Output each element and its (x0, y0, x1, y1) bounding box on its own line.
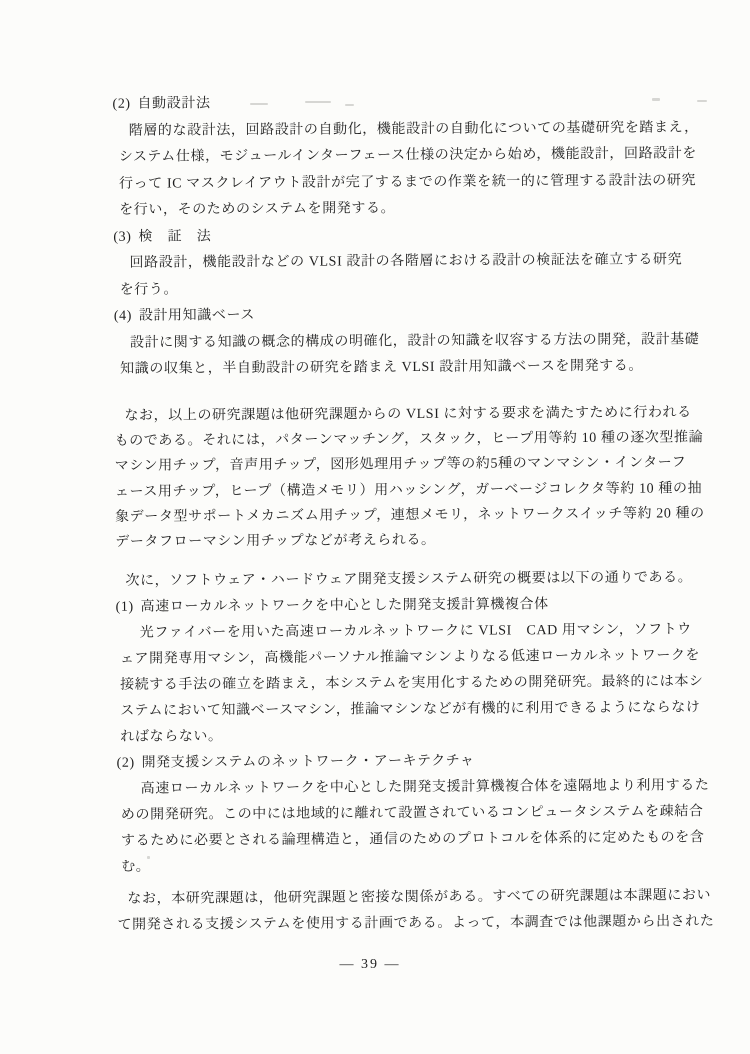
text-line: 知識の収集と，半自動設計の研究を踏まえ VLSI 設計用知識ベースを開発する。 (120, 358, 643, 377)
text-line: マシン用チップ，音声用チップ，図形処理用チップ等の約5種のマンマシン・インターフ (114, 455, 687, 475)
item-number: (1) (115, 599, 134, 615)
text-line: 階層的な設計法，回路設計の自動化，機能設計の自動化についての基礎研究を踏まえ， (128, 119, 699, 139)
text-line: を行う。 (119, 281, 179, 298)
text-line: ステムにおいて知識ベースマシン，推論マシンなどが有機的に利用できるようにならなけ (120, 700, 701, 719)
item-number: (3) (113, 229, 132, 245)
text-line: て開発される支援システムを使用する計画である。よって，本調査では他課題から出された (117, 914, 715, 933)
list-item-heading-verification (113, 221, 713, 251)
section-support-system (115, 565, 717, 881)
text-line: 次に，ソフトウェア・ハードウェア開発支援システム研究の概要は以下の通りである。 (125, 570, 693, 589)
text-line: を行い，そのためのシステムを開発する。 (119, 201, 396, 218)
item-title: 高速ローカルネットワークを中心とした開発支援計算機複合体 (140, 597, 549, 615)
scan-artifact (345, 104, 354, 106)
item-number: (4) (113, 308, 132, 324)
item-title: 自動設計法 (137, 96, 211, 112)
text-line: なお，本研究課題は，他研究課題と密接な関係がある。すべての研究課題は本課題におい (127, 888, 712, 907)
item-number: (2) (112, 96, 131, 112)
text-line: なお，以上の研究課題は他研究課題からの VLSI に対する要求を満たすために行われる (124, 404, 692, 424)
text-line: ェア開発専用マシン，高機能パーソナル推論マシンよりなる低速ローカルネットワークを (119, 648, 701, 667)
text-line: ればならない。 (120, 729, 223, 745)
list-item-heading-local-network (116, 591, 716, 621)
text-line: む。 (121, 859, 151, 875)
scan-artifact (652, 98, 660, 101)
section-design-methods (112, 88, 714, 383)
paragraph-relation-to-other-topics (117, 883, 717, 939)
document-text (112, 88, 717, 938)
scan-artifact (697, 100, 707, 102)
list-item-heading-auto-design (112, 88, 712, 118)
text-line: 行って IC マスクレイアウト設計が完了するまでの作業を統一的に管理する設計法の研究 (118, 172, 697, 192)
text-line: ェース用チップ，ヒープ（構造メモリ）用ハッシング，ガーベージコレクタ等約 10 種の抽 (114, 480, 703, 500)
text-line: めの開発研究。この中には地域的に離れて設置されているコンピュータシステムを疎結合 (120, 804, 704, 823)
text-line: 設計に関する知識の概念的構成の明確化，設計の知識を収容する方法の開発，設計基礎 (129, 331, 700, 351)
text-line: 回路設計，機能設計などの VLSI 設計の各階層における設計の検証法を確立する研究 (129, 252, 683, 271)
text-line: データフローマシン用チップなどが考えられる。 (115, 533, 436, 551)
text-line: システム仕様，モジュールインターフェース仕様の決定から始め，機能設計，回路設計を (118, 146, 698, 165)
text-line: するために必要とされる論理構造と，通信のためのプロトコルを体系的に定めたものを含 (120, 830, 705, 849)
item-title: 開発支援システムのネットワーク・アーキテクチャ (141, 753, 475, 771)
text-line: 光ファイバーを用いた高速ローカルネットワークに VLSI CAD 用マシン，ソフトウ (139, 622, 692, 641)
page-number: — 39 — (339, 957, 401, 972)
list-item-heading-knowledge-base (114, 300, 714, 330)
list-item-heading-network-architecture (116, 747, 716, 777)
scan-artifact (305, 101, 331, 103)
text-line: 高速ローカルネットワークを中心とした開発支援計算機複合体を遠隔地より利用するた (140, 778, 710, 797)
text-line: ものである。それには，パターンマッチング，スタック，ヒープ用等約 10 種の逐次型推論 (114, 430, 704, 449)
text-line: 象データ型サポートメカニズム用チップ，連想メモリ，ネットワークスイッチ等約 20 種の (115, 506, 705, 525)
item-number: (2) (116, 755, 135, 771)
paragraph-chip-requirements (114, 400, 715, 556)
scan-artifact (250, 103, 268, 105)
item-title: 検 証 法 (138, 228, 212, 245)
scan-artifact (147, 856, 150, 859)
item-title: 設計用知識ベース (138, 307, 255, 324)
text-line: 接続する手法の確立を踏まえ，本システムを実用化するための開発研究。最終的には本シ (120, 674, 704, 693)
